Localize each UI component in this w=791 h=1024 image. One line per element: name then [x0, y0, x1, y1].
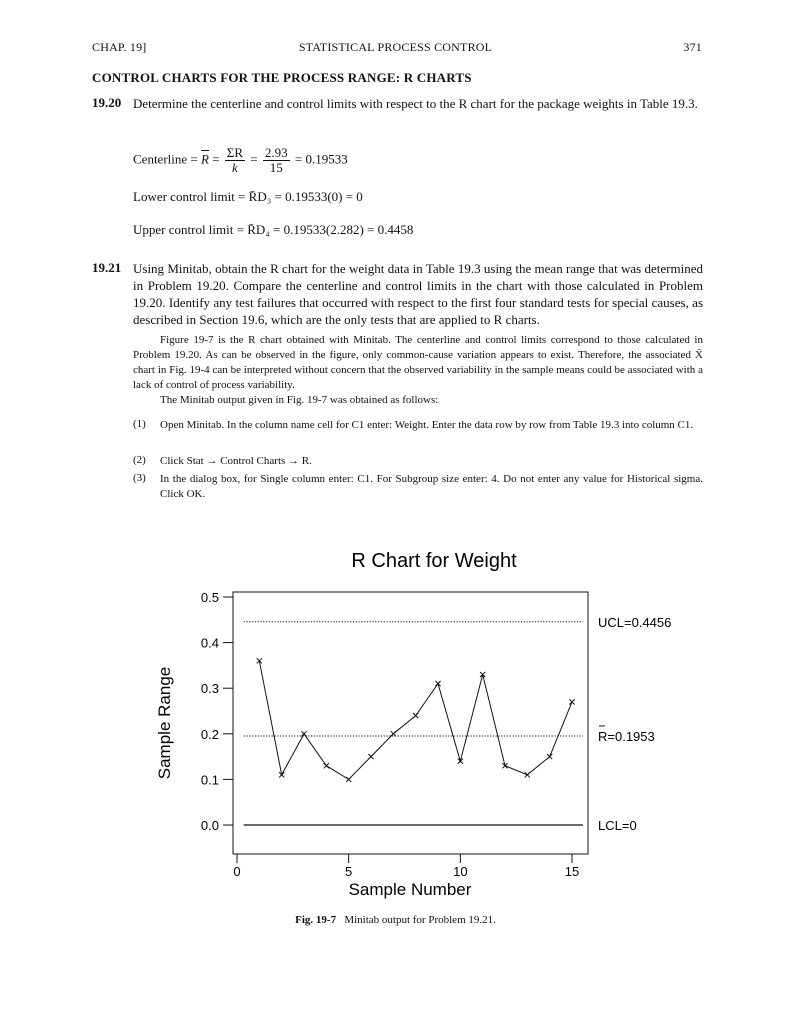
x-tick-label: 10	[453, 864, 468, 879]
centerline-equation: Centerline = $\overline{R}$ = $\frac{\Sigma R}{k}$ = $\frac{2.93}{15}$ = 0.19533	[133, 145, 348, 175]
ucl-label: UCL=0.4456	[598, 614, 672, 630]
reference-lines	[244, 615, 672, 833]
x-tick-label: 0	[233, 864, 241, 879]
data-series	[257, 658, 575, 782]
data-point	[435, 681, 440, 686]
centerline-label: R=0.1953	[598, 728, 655, 744]
y-tick-label: 0.0	[200, 818, 219, 833]
answer-paragraph-2: The Minitab output given in Fig. 19-7 was obtained as follows:	[160, 394, 439, 406]
y-axis	[201, 590, 233, 833]
centerline-label: Centerline	[133, 151, 188, 167]
r-chart	[0, 540, 791, 910]
step-text: Click Stat → Control Charts → R.	[160, 455, 312, 467]
problem-text-19-20: Determine the centerline and control limits with respect to the R chart for the package weights in Table 19.3.	[133, 96, 698, 111]
running-header-title: STATISTICAL PROCESS CONTROL	[298, 40, 493, 54]
data-point	[547, 754, 552, 759]
data-point	[413, 713, 418, 718]
page-number: 371	[683, 40, 702, 54]
problem-number-19-21: 19.21	[92, 260, 122, 275]
series-line	[259, 661, 572, 780]
step-number: (1)	[133, 418, 146, 430]
step-number: (2)	[133, 454, 146, 466]
section-title: CONTROL CHARTS FOR THE PROCESS RANGE: R CHARTS	[92, 70, 472, 85]
x-tick-label: 15	[564, 864, 580, 879]
y-tick-label: 0.3	[200, 681, 219, 697]
answer-paragraph: Figure 19-7 is the R chart obtained with Minitab. The centerline and control limits correspond to those calculated in Problem 19.20. As can be observed in the figure, only common-cause variation appears to exist. Therefore, the associated X̄ chart in Fig. 19-4 can be interpreted without concern that the observed variability in the sample means could be associated with a lack of control of process variability.	[133, 334, 703, 391]
chart-title: R Chart for Weight	[351, 550, 517, 572]
ucl-equation: Upper control limit = R̄D₄ = 0.19533(2.282) = 0.4458	[133, 222, 414, 237]
data-point	[346, 777, 351, 782]
step-text: Open Minitab. In the column name cell for C1 enter: Weight. Enter the data row by row from Table 19.3 into column C1.	[160, 419, 694, 431]
step-text: In the dialog box, for Single column enter: C1. For Subgroup size enter: 4. Do not enter any value for Historical sigma. Click OK.	[160, 473, 703, 500]
x-axis-label: Sample Number	[348, 880, 472, 899]
y-tick-label: 0.4	[200, 635, 219, 651]
running-header-chapter: CHAP. 19]	[92, 40, 147, 54]
problem-text-19-21: Using Minitab, obtain the R chart for the weight data in Table 19.3 using the mean range that was determined in Problem 19.20. Compare the centerline and control limits in the chart with those calculated in Problem 19.20. Identify any test failures that occurred with respect to the first four standard tests for special causes, as described in Section 19.6, which are the only tests that are applied to R charts.	[133, 261, 703, 327]
sum-fraction: $\frac{\Sigma R}{k}$	[226, 145, 244, 175]
y-tick-label: 0.1	[200, 772, 219, 788]
step-number: (3)	[133, 472, 146, 484]
value-fraction: $\frac{2.93}{15}$	[264, 145, 288, 175]
x-axis	[233, 854, 579, 879]
data-point	[301, 731, 306, 736]
problem-number-19-20: 19.20	[92, 95, 122, 110]
centerline-result: 0.19533	[305, 151, 348, 167]
y-tick-label: 0.5	[200, 590, 219, 605]
data-point	[525, 772, 530, 777]
x-tick-label: 5	[345, 864, 353, 879]
lcl-equation: Lower control limit = R̄D₃ = 0.19533(0) = 0	[133, 189, 363, 204]
figure-caption	[0, 914, 791, 926]
data-point	[324, 763, 329, 768]
data-point	[368, 754, 373, 759]
plot-frame	[233, 592, 588, 854]
figure-label: Fig. 19-7	[295, 914, 337, 926]
data-point	[569, 699, 574, 704]
figure-caption-text: Minitab output for Problem 19.21.	[344, 914, 496, 926]
lcl-label: LCL=0	[598, 818, 637, 833]
y-axis-label: Sample Range	[155, 666, 174, 780]
data-point	[391, 731, 396, 736]
y-tick-label: 0.2	[200, 726, 219, 742]
